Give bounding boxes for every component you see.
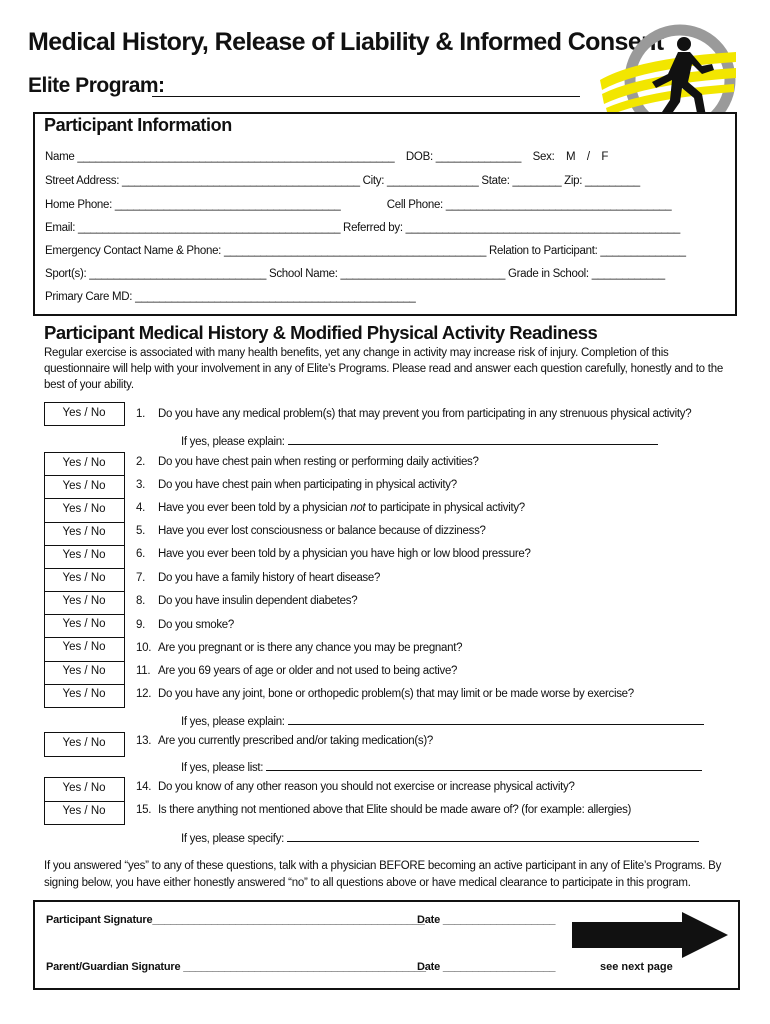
yes-no-13[interactable]: Yes / No [62,737,106,749]
question-12: 12. Do you have any joint, bone or orthopedic problem(s) that may limit or be made worse by exercise? [136,688,634,700]
yes-no-4[interactable]: Yes / No [62,503,106,515]
question-6: 6. Have you ever been told by a physician you have high or low blood pressure? [136,548,531,560]
explain-line-12[interactable]: If yes, please explain: [181,712,704,728]
email-referred-line[interactable]: Email: ___________________________________________ Referred by: _____________________________________________ [45,222,680,234]
sport-school-grade-line[interactable]: Sport(s): _____________________________ School Name: ___________________________ Grade in School: ____________ [45,268,665,280]
question-2: 2. Do you have chest pain when resting or performing daily activities? [136,456,479,468]
question-4: 4. Have you ever been told by a physician not to participate in physical activity? [136,502,525,514]
question-14: 14. Do you know of any other reason you should not exercise or increase physical activity? [136,781,575,793]
question-7: 7. Do you have a family history of heart disease? [136,572,381,584]
yes-no-15[interactable]: Yes / No [62,805,106,817]
question-13: 13. Are you currently prescribed and/or taking medication(s)? [136,735,434,747]
list-line-13[interactable]: If yes, please list: [181,758,702,774]
participant-date-line[interactable]: Date ___________________ [417,914,556,926]
guardian-date-line[interactable]: Date ___________________ [417,961,556,973]
yes-no-2[interactable]: Yes / No [62,457,106,469]
closing-statement: If you answered “yes” to any of these questions, talk with a physician BEFORE becoming an active participant in any of Elite’s Programs. By signing below, you have either honestly answered “no” to all questions above or have medical clearance to participate in this program. [44,860,722,889]
medical-intro-text: Regular exercise is associated with many health benefits, yet any change in activity may increase risk of injury. Completion of this questionnaire will help with your involvement in any of Elite’s Programs. Please read and answer each question carefully, honestly and to the best of your ability. [44,347,724,391]
phone-line[interactable]: Home Phone: _____________________________________ Cell Phone: _____________________________________ [45,199,672,211]
participant-signature-line[interactable]: Participant Signature______________________________________________ [46,914,425,926]
yes-no-12[interactable]: Yes / No [62,688,106,700]
guardian-signature-line[interactable]: Parent/Guardian Signature _________________________________________ [46,961,426,973]
emergency-contact-line[interactable]: Emergency Contact Name & Phone: ___________________________________________ Relation to Participant: ______________ [45,245,686,257]
program-input-line[interactable] [152,96,580,97]
question-11: 11. Are you 69 years of age or older and not used to being active? [136,665,458,677]
yes-no-3[interactable]: Yes / No [62,480,106,492]
medical-history-heading: Participant Medical History & Modified Physical Activity Readiness [44,322,598,343]
yes-no-10[interactable]: Yes / No [62,641,106,653]
question-10: 10. Are you pregnant or is there any chance you may be pregnant? [136,642,463,654]
yes-no-6[interactable]: Yes / No [62,549,106,561]
yes-no-14[interactable]: Yes / No [62,782,106,794]
yes-no-11[interactable]: Yes / No [62,665,106,677]
address-line[interactable]: Street Address: _______________________________________ City: _______________ State: ________ Zip: _________ [45,175,640,187]
primary-care-line[interactable]: Primary Care MD: ______________________________________________ [45,291,416,303]
question-3: 3. Do you have chest pain when participating in physical activity? [136,479,457,491]
yes-no-9[interactable]: Yes / No [62,618,106,630]
yes-no-7[interactable]: Yes / No [62,572,106,584]
participant-info-heading: Participant Information [44,115,232,135]
form-title: Medical History, Release of Liability & Informed Consent [28,28,664,56]
participant-info-box [33,112,737,316]
question-8: 8. Do you have insulin dependent diabetes? [136,595,358,607]
question-1: 1. Do you have any medical problem(s) that may prevent you from participating in any strenuous physical activity? [136,408,692,420]
program-label: Elite Program: [28,74,165,97]
name-dob-sex-line[interactable]: Name ____________________________________________________ DOB: ______________ Sex: M / F [45,151,609,163]
next-page-arrow-icon [572,912,728,958]
specify-line-15[interactable]: If yes, please specify: [181,829,699,845]
yes-no-8[interactable]: Yes / No [62,595,106,607]
see-next-page-label: see next page [600,961,673,973]
explain-line-1[interactable]: If yes, please explain: [181,432,658,448]
yes-no-5[interactable]: Yes / No [62,526,106,538]
question-15: 15. Is there anything not mentioned above that Elite should be made aware of? (for example: allergies) [136,804,632,816]
question-5: 5. Have you ever lost consciousness or balance because of dizziness? [136,525,486,537]
yes-no-1[interactable]: Yes / No [62,407,106,419]
question-9: 9. Do you smoke? [136,619,234,631]
